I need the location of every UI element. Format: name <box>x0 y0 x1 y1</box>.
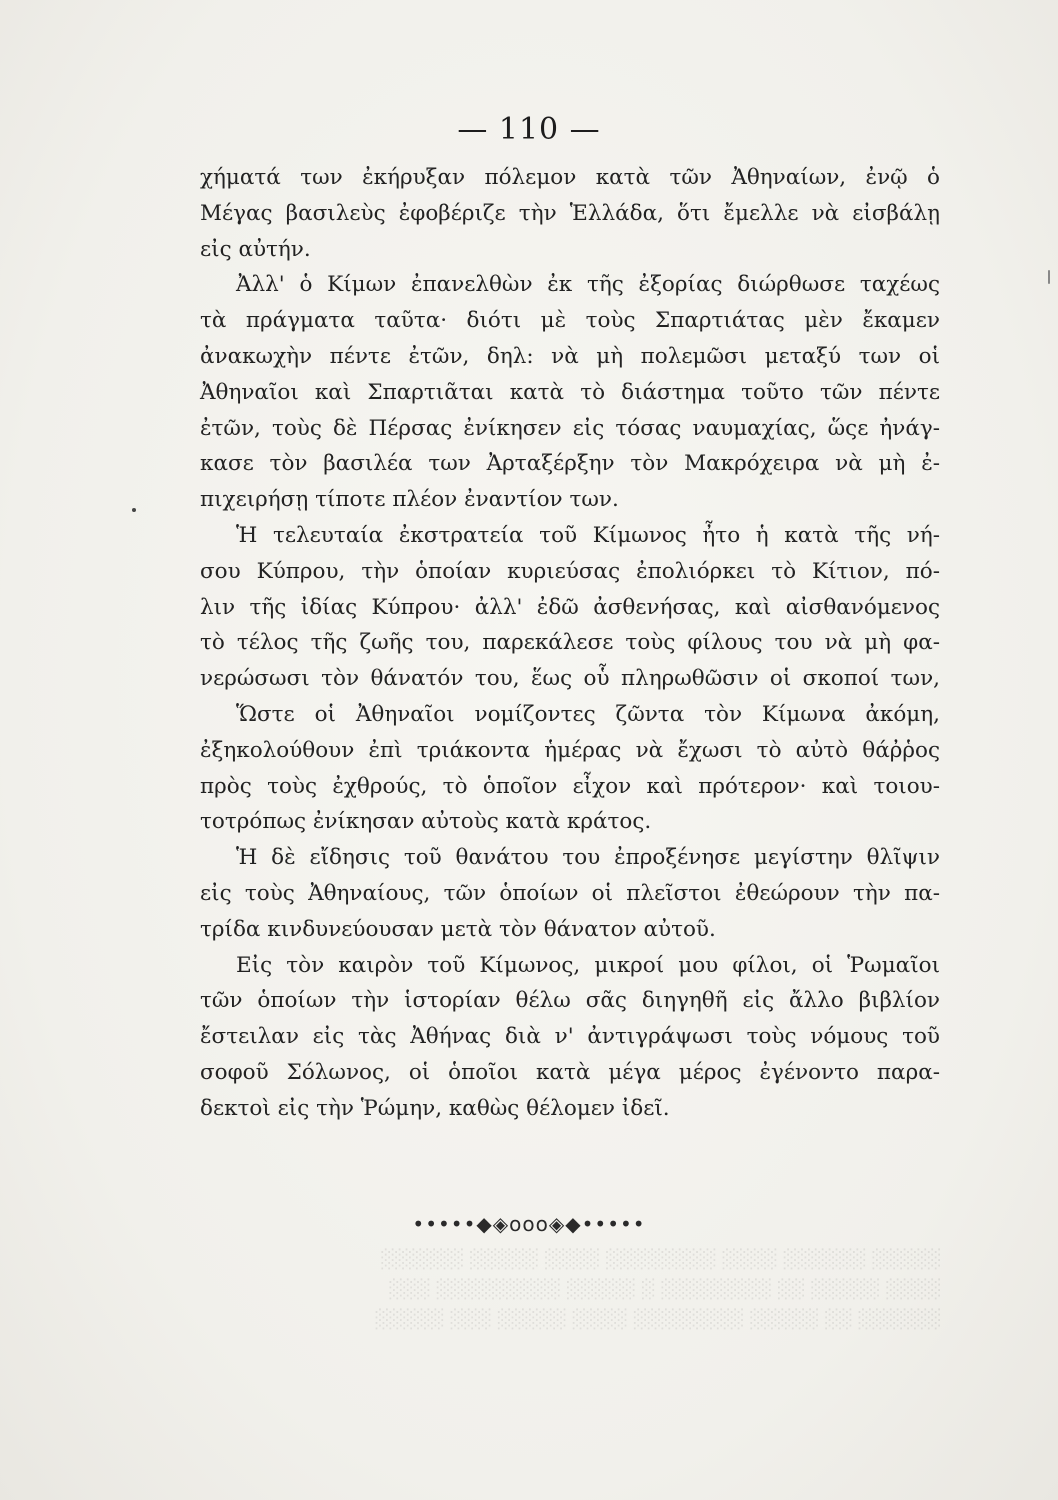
text-line: εἰς τοὺς Ἀθηναίους, τῶν ὁποίων οἱ πλεῖστοι ἐθεώρουν τὴν πα- <box>200 880 940 906</box>
text-line: Ἡ δὲ εἴδησις τοῦ θανάτου του ἐπροξένησε μεγίστην θλῖψιν <box>236 845 940 871</box>
text-line: ἐξηκολούθουν ἐπὶ τριάκοντα ἡμέρας νὰ ἔχωσι τὸ αὐτὸ θάῤῥος <box>200 737 940 763</box>
text-line: λιν τῆς ἰδίας Κύπρου· ἀλλ' ἐδῶ ἀσθενήσας, καὶ αἰσθανόμενος <box>200 594 940 620</box>
text-line: τὰ πράγματα ταῦτα· διότι μὲ τοὺς Σπαρτιάτας μὲν ἔκαμεν <box>200 308 940 334</box>
text-line: τῶν ὁποίων τὴν ἱστορίαν θέλω σᾶς διηγηθῆ εἰς ἄλλο βιβλίον <box>200 988 940 1014</box>
text-line: πρὸς τοὺς ἐχθρούς, τὸ ὁποῖον εἶχον καὶ πρότερον· καὶ τοιου- <box>200 773 940 799</box>
paper-speck <box>132 508 136 512</box>
body-text <box>200 160 940 1127</box>
text-line: Εἰς τὸν καιρὸν τοῦ Κίμωνος, μικροί μου φίλοι, οἱ Ῥωμαῖοι <box>236 952 940 978</box>
text-line: Ἀθηναῖοι καὶ Σπαρτιᾶται κατὰ τὸ διάστημα τοῦτο τῶν πέντε <box>200 379 940 405</box>
paper-speck <box>1048 270 1050 284</box>
text-line: Μέγας βασιλεὺς ἐφοβέριζε τὴν Ἑλλάδα, ὅτι ἔμελλε νὰ εἰσβάλῃ <box>200 200 940 226</box>
text-line: σοφοῦ Σόλωνος, οἱ ὁποῖοι κατὰ μέγα μέρος ἐγένοντο παρα- <box>200 1059 940 1085</box>
text-line: Ἀλλ' ὁ Κίμων ἐπανελθὼν ἐκ τῆς ἐξορίας διώρθωσε ταχέως <box>236 272 940 298</box>
text-line: σου Κύπρου, τὴν ὁποίαν κυριεύσας ἐπολιόρκει τὸ Κίτιον, πό- <box>200 558 940 584</box>
text-line: ἀνακωχὴν πέντε ἐτῶν, δηλ: νὰ μὴ πολεμῶσι μεταξύ των οἱ <box>200 343 940 369</box>
text-line: δεκτοὶ εἰς τὴν Ῥώμην, καθὼς θέλομεν ἰδεῖ. <box>200 1095 670 1121</box>
text-line: Ὥστε οἱ Ἀθηναῖοι νομίζοντες ζῶντα τὸν Κίμωνα ἀκόμη, <box>236 701 940 727</box>
text-line: ἔστειλαν εἰς τὰς Ἀθήνας διὰ ν' ἀντιγράψωσι τοὺς νόμους τοῦ <box>200 1024 940 1050</box>
text-line: νερώσωσι τὸν θάνατόν του, ἕως οὗ πληρωθῶσιν οἱ σκοποί των, <box>200 666 940 692</box>
text-line: χήματά των ἐκήρυξαν πόλεμον κατὰ τῶν Ἀθηναίων, ἐνῷ ὁ <box>200 165 940 190</box>
text-line: τοτρόπως ἐνίκησαν αὐτοὺς κατὰ κράτος. <box>200 809 652 835</box>
text-line: πιχειρήσῃ τίποτε πλέον ἐναντίον των. <box>200 487 619 513</box>
show-through-text: ░░░░░ ░░░░░░ ░░░░ ░░░░░░░░ ░░░░ ░░░░░ ░░░░░░ ░░░░ ░░░░░ ░░ ░░░░░░░░ ░ ░░░░░ ░░░░░░░░░ ░░░ ░░░░░░ ░░ ░░░░░ ░░░░░░░░ ░░░░ ░░░░░ ░░░ ░░░░░ <box>373 1249 940 1330</box>
text-line: Ἡ τελευταία ἐκστρατεία τοῦ Κίμωνος ἦτο ἡ κατὰ τῆς νή- <box>236 522 940 548</box>
text-line: τὸ τέλος τῆς ζωῆς του, παρεκάλεσε τοὺς φίλους του νὰ μὴ φα- <box>200 630 940 656</box>
end-ornament: •••••◆◈ooo◈◆••••• <box>412 1212 646 1236</box>
text-line: ἐτῶν, τοὺς δὲ Πέρσας ἐνίκησεν εἰς τόσας ναυμαχίας, ὥςε ἠνάγ- <box>200 415 940 441</box>
text-line: τρίδα κινδυνεύουσαν μετὰ τὸν θάνατον αὐτοῦ. <box>200 916 716 942</box>
text-line: εἰς αὐτήν. <box>200 236 311 262</box>
text-line: κασε τὸν βασιλέα των Ἀρταξέρξην τὸν Μακρόχειρα νὰ μὴ ἐ- <box>200 451 940 477</box>
page-number: — 110 — <box>457 112 601 147</box>
